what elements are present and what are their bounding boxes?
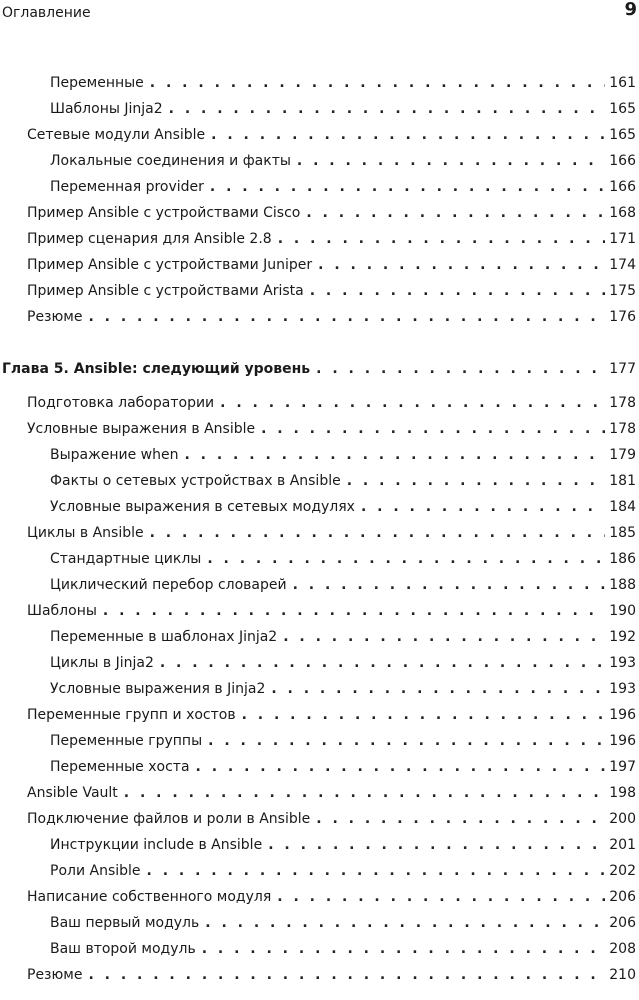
- toc-entry-page: 178: [609, 421, 636, 437]
- toc-entry-page: 206: [609, 889, 636, 905]
- toc-entry-title: Резюме: [27, 967, 83, 983]
- toc-entry-title: Выражение when: [50, 447, 179, 463]
- dot-leader: [242, 702, 606, 728]
- dot-leader: [220, 390, 605, 416]
- toc-entry[interactable]: [27, 226, 636, 252]
- toc-entry-title: Циклы в Jinja2: [50, 655, 154, 671]
- toc-entry-title: Переменные хоста: [50, 759, 190, 775]
- toc-entry-page: 178: [609, 395, 636, 411]
- toc-entry[interactable]: [50, 70, 636, 96]
- toc-entry[interactable]: [50, 442, 636, 468]
- toc-entry-page: 192: [609, 629, 636, 645]
- toc-entry-page: 188: [609, 577, 636, 593]
- toc-entry-page: 196: [609, 707, 636, 723]
- toc-entry[interactable]: [27, 884, 636, 910]
- toc-entry[interactable]: [27, 200, 636, 226]
- dot-leader: [205, 910, 605, 936]
- toc-entry-page: 175: [609, 283, 636, 299]
- toc-entry-page: 200: [609, 811, 636, 827]
- dot-leader: [150, 70, 605, 96]
- toc-entry-page: 166: [609, 179, 636, 195]
- toc-chapter[interactable]: [2, 356, 636, 382]
- toc-entry-page: 165: [609, 101, 636, 117]
- dot-leader: [277, 884, 605, 910]
- toc-entry[interactable]: [27, 416, 636, 442]
- toc-entry-title: Ваш первый модуль: [50, 915, 200, 931]
- toc-entry[interactable]: [50, 910, 636, 936]
- dot-leader: [147, 858, 606, 884]
- toc-entry-page: 174: [609, 257, 636, 273]
- dot-leader: [211, 122, 605, 148]
- toc-entry-page: 206: [609, 915, 636, 931]
- toc-entry-page: 181: [609, 473, 636, 489]
- toc-entry[interactable]: [50, 468, 636, 494]
- toc-entry-title: Пример сценария для Ansible 2.8: [27, 231, 272, 247]
- dot-leader: [306, 200, 605, 226]
- toc-entry[interactable]: [50, 650, 636, 676]
- toc-entry-title: Подготовка лаборатории: [27, 395, 215, 411]
- toc-entry-title: Шаблоны Jinja2: [50, 101, 163, 117]
- toc-entry[interactable]: [50, 572, 636, 598]
- header-page-number: 9: [624, 0, 637, 20]
- dot-leader: [184, 442, 605, 468]
- toc-entry-page: 193: [609, 681, 636, 697]
- dot-leader: [207, 546, 605, 572]
- toc-entry-page: 165: [609, 127, 636, 143]
- toc-entry-page: 185: [609, 525, 636, 541]
- toc-entry-page: 190: [609, 603, 636, 619]
- toc-entry-page: 161: [609, 75, 636, 91]
- toc-entry-title: Переменная provider: [50, 179, 204, 195]
- toc-entry[interactable]: [50, 546, 636, 572]
- dot-leader: [293, 572, 606, 598]
- toc-entry[interactable]: [50, 728, 636, 754]
- toc-entry[interactable]: [27, 304, 636, 330]
- toc-entry-page: 186: [609, 551, 636, 567]
- dot-leader: [124, 780, 605, 806]
- dot-leader: [196, 754, 606, 780]
- toc-entry-title: Пример Ansible с устройствами Cisco: [27, 205, 301, 221]
- toc-entry[interactable]: [27, 252, 636, 278]
- toc-entry-title: Шаблоны: [27, 603, 97, 619]
- dot-leader: [316, 356, 605, 382]
- toc-entry-title: Циклический перебор словарей: [50, 577, 287, 593]
- toc-entry[interactable]: [27, 122, 636, 148]
- toc-entry-title: Переменные: [50, 75, 144, 91]
- running-title: Оглавление: [2, 5, 91, 21]
- dot-leader: [210, 174, 605, 200]
- dot-leader: [202, 936, 606, 962]
- dot-leader: [160, 650, 605, 676]
- toc-entry-page: 176: [609, 309, 636, 325]
- toc-entry-title: Переменные в шаблонах Jinja2: [50, 629, 278, 645]
- toc-chapter-title: Глава 5. Ansible: следующий уровень: [2, 361, 311, 377]
- toc-entry-page: 177: [609, 361, 636, 377]
- toc-entry-title: Роли Ansible: [50, 863, 141, 879]
- toc-entry-title: Пример Ansible с устройствами Arista: [27, 283, 304, 299]
- dot-leader: [208, 728, 605, 754]
- toc-entry[interactable]: [50, 858, 636, 884]
- toc-entry-page: 202: [609, 863, 636, 879]
- toc-entry[interactable]: [27, 806, 636, 832]
- toc-entry-title: Сетевые модули Ansible: [27, 127, 206, 143]
- dot-leader: [103, 598, 605, 624]
- dot-leader: [278, 226, 606, 252]
- toc-entry-page: 171: [609, 231, 636, 247]
- toc-entry-title: Пример Ansible с устройствами Juniper: [27, 257, 313, 273]
- toc-entry-page: 208: [609, 941, 636, 957]
- toc-entry-page: 197: [609, 759, 636, 775]
- toc-entry[interactable]: [50, 174, 636, 200]
- dot-leader: [268, 832, 605, 858]
- toc-entry[interactable]: [27, 962, 636, 988]
- dot-leader: [88, 304, 605, 330]
- dot-leader: [150, 520, 606, 546]
- dot-leader: [361, 494, 605, 520]
- toc-entry-page: 168: [609, 205, 636, 221]
- toc-entry-page: 193: [609, 655, 636, 671]
- toc-entry-title: Написание собственного модуля: [27, 889, 272, 905]
- toc-entry-title: Локальные соединения и факты: [50, 153, 291, 169]
- toc-entry-title: Факты о сетевых устройствах в Ansible: [50, 473, 341, 489]
- dot-leader: [318, 252, 605, 278]
- toc-entry[interactable]: [50, 624, 636, 650]
- page-header: [0, 0, 639, 28]
- dot-leader: [283, 624, 605, 650]
- toc-entry[interactable]: [50, 754, 636, 780]
- toc-entry-page: 179: [609, 447, 636, 463]
- toc-entry[interactable]: [27, 780, 636, 806]
- toc-entry-title: Подключение файлов и роли в Ansible: [27, 811, 311, 827]
- dot-leader: [169, 96, 606, 122]
- toc-entry-title: Ansible Vault: [27, 785, 118, 801]
- dot-leader: [88, 962, 605, 988]
- dot-leader: [310, 278, 606, 304]
- dot-leader: [347, 468, 606, 494]
- toc-entry[interactable]: [27, 598, 636, 624]
- toc-entry-title: Условные выражения в сетевых модулях: [50, 499, 355, 515]
- toc-entry[interactable]: [27, 278, 636, 304]
- toc-entry-title: Циклы в Ansible: [27, 525, 144, 541]
- toc-entry[interactable]: [27, 702, 636, 728]
- toc-entry-title: Переменные групп и хостов: [27, 707, 236, 723]
- toc-entry[interactable]: [50, 96, 636, 122]
- toc-entry[interactable]: [50, 676, 636, 702]
- toc-entry-title: Ваш второй модуль: [50, 941, 196, 957]
- toc-entry-page: 166: [609, 153, 636, 169]
- toc-entry-title: Условные выражения в Jinja2: [50, 681, 266, 697]
- toc-entry-title: Переменные группы: [50, 733, 203, 749]
- toc-entry-title: Стандартные циклы: [50, 551, 202, 567]
- toc-entry-title: Инструкции include в Ansible: [50, 837, 263, 853]
- dot-leader: [261, 416, 605, 442]
- toc-entry-title: Условные выражения в Ansible: [27, 421, 256, 437]
- toc-entry-page: 210: [609, 967, 636, 983]
- toc-entry[interactable]: [27, 520, 636, 546]
- dot-leader: [271, 676, 605, 702]
- toc-entry-page: 196: [609, 733, 636, 749]
- dot-leader: [297, 148, 605, 174]
- toc-entry[interactable]: [50, 148, 636, 174]
- toc-entry[interactable]: [50, 494, 636, 520]
- toc-entry-page: 198: [609, 785, 636, 801]
- toc-entry-title: Резюме: [27, 309, 83, 325]
- dot-leader: [316, 806, 605, 832]
- toc-entry[interactable]: [27, 390, 636, 416]
- toc-entry-page: 184: [609, 499, 636, 515]
- toc-entry-page: 201: [609, 837, 636, 853]
- toc-entry[interactable]: [50, 832, 636, 858]
- toc-entry[interactable]: [50, 936, 636, 962]
